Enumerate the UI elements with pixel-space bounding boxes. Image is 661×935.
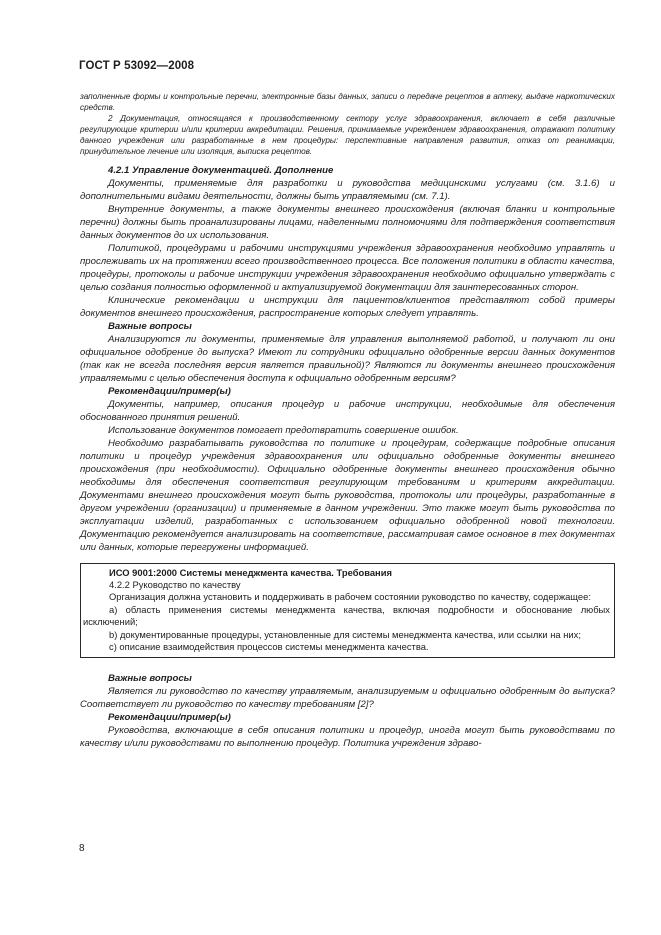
iso-box-item: а) область применения системы менеджмента качества, включая подробности и обоснование любых исключений; [83,603,610,628]
section-paragraph: Политикой, процедурами и рабочими инструкциями учреждения здравоохранения необходимо управлять и прослеживать их на протяжении всего производственного процесса. Все положения политики в области качества, процедуры, протоколы и рабочие инструкции учреждения здравоохранения необходимо официально утверждать с целью создания полностью оформленной и актуализируемой документации для заинтересованных сторон. [80,242,615,293]
questions-heading: Важные вопросы [108,320,192,332]
section-heading: 4.2.1 Управление документацией. Дополнение [108,164,334,176]
iso-box-intro: Организация должна установить и поддерживать в рабочем состоянии руководство по качеству, содержащее: [109,591,591,603]
note-continuation: заполненные формы и контрольные перечни, электронные базы данных, записи о передаче рецептов в аптеку, выдаче наркотических средств. [80,92,615,113]
questions-heading: Важные вопросы [108,673,192,685]
recommendations-heading: Рекомендации/пример(ы) [108,385,231,397]
standard-header: ГОСТ Р 53092—2008 [79,60,195,72]
recommendations-heading: Рекомендации/пример(ы) [108,712,231,724]
section-paragraph: Внутренние документы, а также документы внешнего происхождения (включая бланки и контрольные перечни) должны быть проанализированы лицами, наделенными полномочиями для подтверждения соответствия данных документов до их использования. [80,203,615,241]
recommendations-paragraph: Руководства, включающие в себя описания политики и процедур, иногда могут быть руководствами по качеству и/или руководствами по выполнению процедур. Политика учреждения здраво- [80,725,615,750]
recommendations-paragraph: Документы, например, описания процедур и рабочие инструкции, необходимые для обеспечения обоснованного принятия решений. [80,398,615,423]
iso-box-subtitle: 4.2.2 Руководство по качеству [109,578,241,590]
iso-box-item: b) документированные процедуры, установленные для системы менеджмента качества, или ссылки на них; [109,628,581,640]
note-2: 2 Документация, относящаяся к производственному сектору услуг здравоохранения, включает в себя различные регулирующие критерии и/или критерии аккредитации. Решения, принимаемые учреждением здравоохранения, отражают политику данного учреждения или разработанные в нем процедуры: перспективные направления развития, отказ от реанимации, принудительное лечение или изоляция, выписка рецептов. [80,114,615,157]
page-content [80,91,615,750]
iso-box-title: ИСО 9001:2000 Системы менеджмента качества. Требования [109,566,392,578]
questions-text: Является ли руководство по качеству управляемым, анализируемым и официально одобренным до выпуска? Соответствует ли руководство по качеству требованиям [2]? [80,686,615,711]
iso-requirements-box [80,563,615,659]
section-paragraph: Документы, применяемые для разработки и руководства медицинскими услугами (см. 3.1.6) и дополнительными видами деятельности, должны быть управляемыми (см. 7.1). [80,177,615,202]
recommendations-paragraph: Использование документов помогает предотвратить совершение ошибок. [108,424,459,436]
page-number: 8 [79,843,85,854]
section-paragraph: Клинические рекомендации и инструкции для пациентов/клиентов представляют собой примеры документов внешнего происхождения, распространение которых следует управлять. [80,294,615,319]
questions-text: Анализируются ли документы, применяемые для управления выполняемой работой, и получают ли они официальное одобрение до выпуска? Имеют ли сотрудники официально одобренные версии данных документов (так как не всегда последняя версия является правильной)? Являются ли документы внешнего происхождения управляемыми с целью обеспечения доступа к официально одобренным версиям? [80,333,615,384]
recommendations-paragraph: Необходимо разрабатывать руководства по политике и процедурам, содержащие подробные описания политики и процедур учреждения здравоохранения или официально одобренные документы внешнего происхождения (при необходимости). Официально одобренные документы внешнего происхождения обычно необходимы для обеспечения соответствия регулирующим требованиям и критериям аккредитации. Документами внешнего происхождения могут быть руководства, протоколы или процедуры, разработанные в другом учреждении (организации) и применяемые в данном учреждении. Это также могут быть руководства по эксплуатации изделий, разработанных с использованием официально одобренной новой технологии. Документацию рекомендуется анализировать на соответствие, рассматривая самое основное в тех документах или данных, которые перегружены информацией. [80,437,615,553]
iso-box-item: c) описание взаимодействия процессов системы менеджмента качества. [109,641,429,652]
